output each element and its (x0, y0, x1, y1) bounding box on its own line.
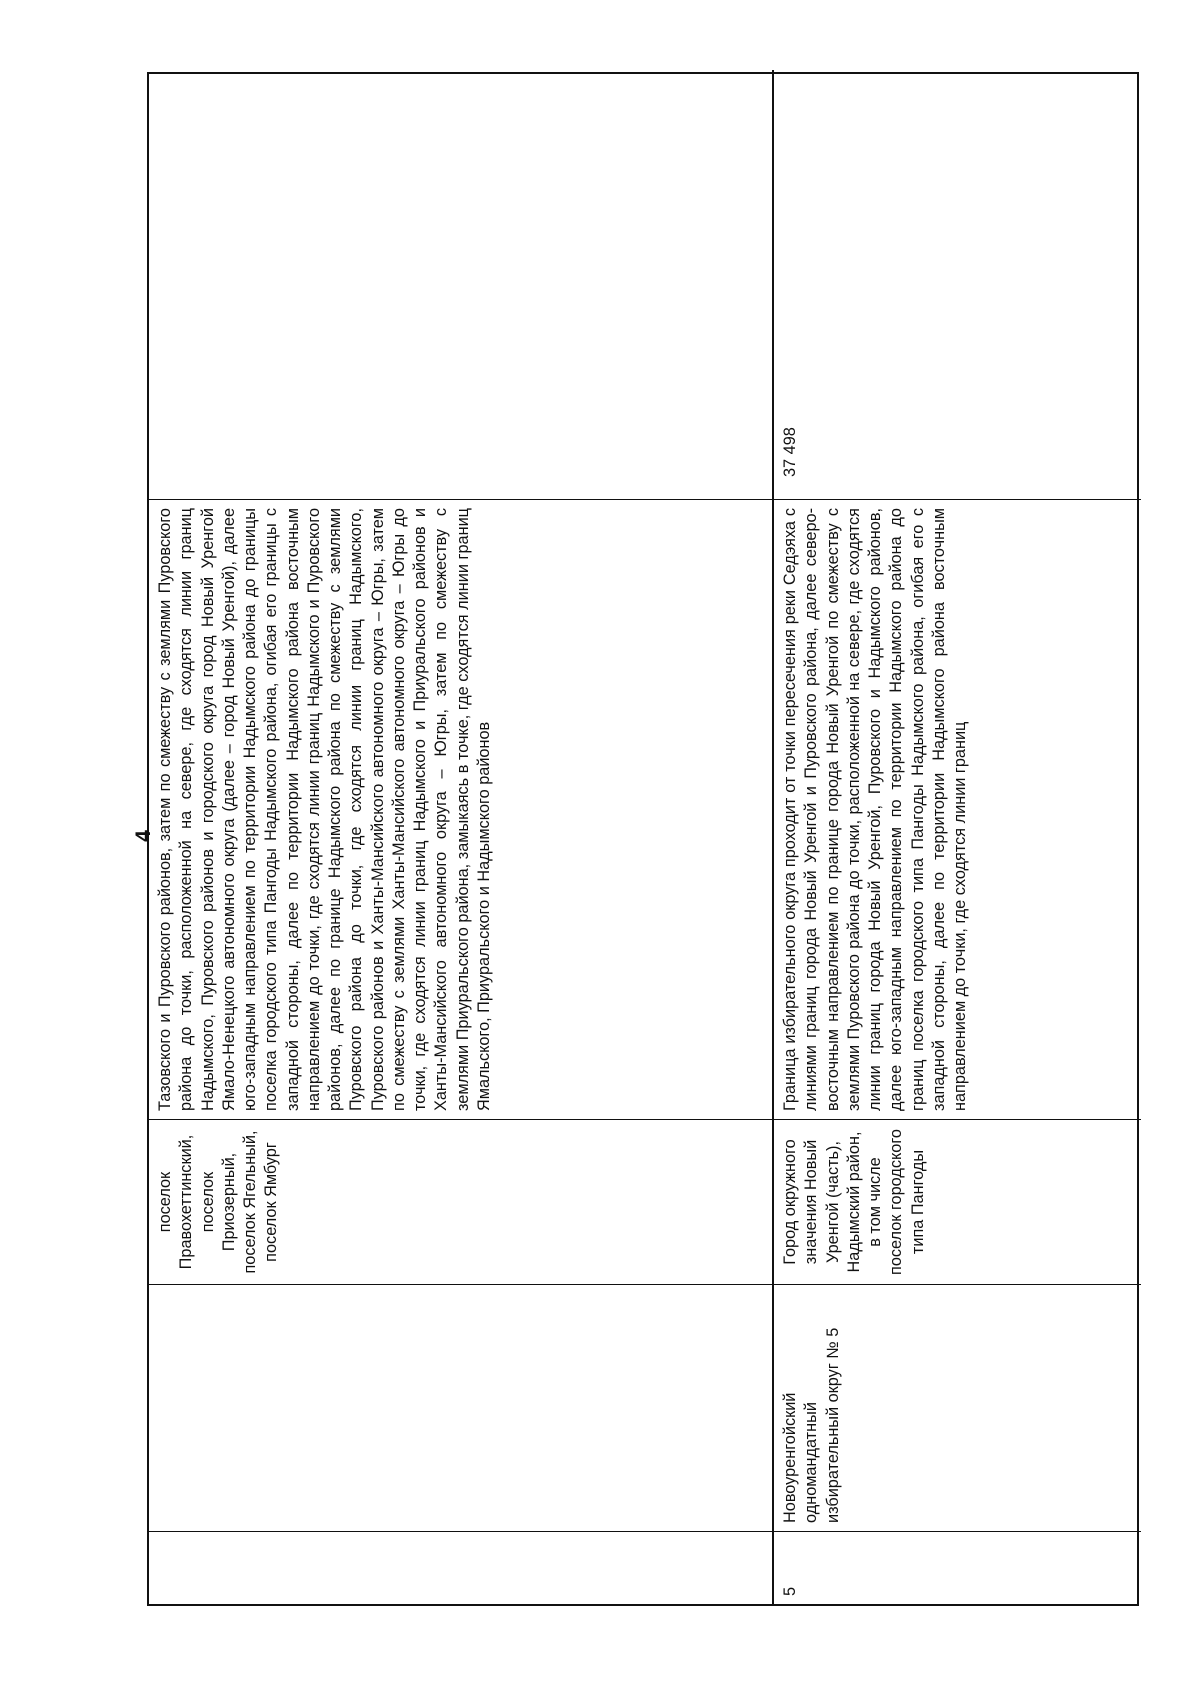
voter-count (149, 70, 772, 500)
districts-table (147, 72, 1139, 1606)
district-number (149, 1532, 772, 1604)
table-row (149, 70, 772, 1604)
district-number: 5 (781, 1586, 799, 1596)
district-territory: поселок Правохеттинский, поселок Приозерный, поселок Ягельный, поселок Ямбург (149, 1120, 772, 1285)
voter-count: 37 498 (774, 70, 1141, 500)
page-number: 4 (131, 830, 155, 842)
district-name: Новоуренгойский одномандатный избирательный округ № 5 (774, 1285, 1141, 1532)
district-boundary-description: Граница избирательного округа проходит от точки пересечения реки Седэяха с линиями границ города Новый Уренгой и Пуровского района, далее северо-восточным направлением по границе города Новый Уренгой по смежеству с землями Пуровского района до точки, расположенной на севере, где сходятся линии границ города Новый Уренгой, Пуровского и Надымского районов, далее юго-западным направлением по территории Надымского района до границ поселка городского типа Пангоды Надымского района, огибая его с западной стороны, далее по территории Надымского района восточным направлением до точки, где сходятся линии границ (774, 500, 1141, 1120)
district-boundary-description: Тазовского и Пуровского районов, затем по смежеству с землями Пуровского района до точки, расположенной на севере, где сходятся линии границ Надымского, Пуровского районов и городского округа город Новый Уренгой Ямало-Ненецкого автономного округа (далее – город Новый Уренгой), далее юго-западным направлением по территории Надымского района до границы поселка городского типа Пангоды Надымского района, огибая его границы с западной стороны, далее по территории Надымского района восточным направлением до точки, где сходятся линии границ Надымского и Пуровского районов, далее по границе Надымского района по смежеству с землями Пуровского района до точки, где сходятся линии границ Надымского, Пуровского районов и Ханты-Мансийского автономного округа – Югры, затем по смежеству с землями Ханты-Мансийского автономного округа – Югры до точки, где сходятся линии границ Надымского и Приуральского районов и Ханты-Мансийского автономного округа – Югры, затем по смежеству с землями Приуральского района, замыкаясь в точке, где сходятся линии границ Ямальского, Приуральского и Надымского районов (149, 500, 772, 1120)
district-territory: Город окружного значения Новый Уренгой (часть), Надымский район, в том числе поселок городского типа Пангоды (774, 1120, 1141, 1285)
district-name (149, 1285, 772, 1532)
table-row (772, 70, 1141, 1604)
